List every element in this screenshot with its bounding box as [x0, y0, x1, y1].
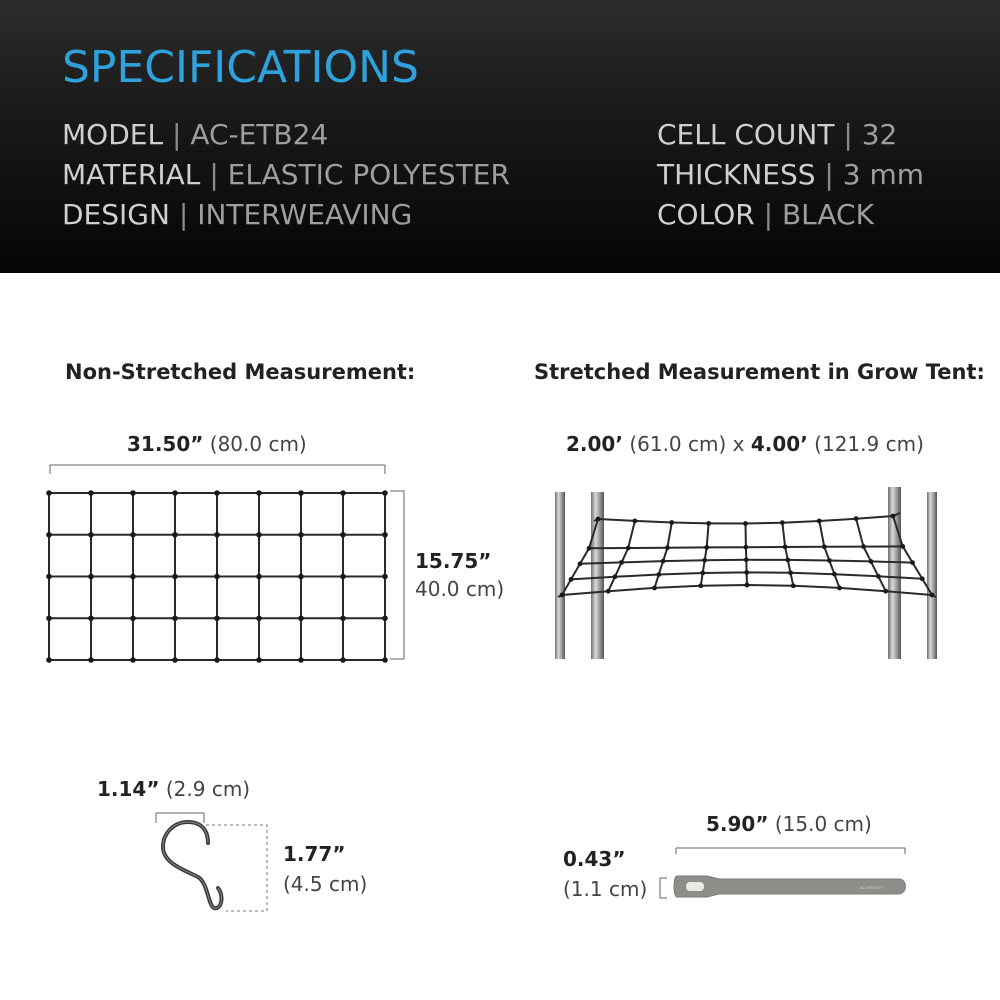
spec-cell-count	[657, 115, 897, 155]
stretched-net-column	[782, 523, 793, 586]
stretched-net-knot	[891, 514, 896, 519]
strap-width-bracket	[660, 878, 667, 898]
net-knot	[130, 615, 136, 621]
tent-width-cm: (61.0 cm)	[629, 432, 727, 456]
net-knot	[298, 657, 304, 663]
stretched-net-knot	[780, 520, 785, 525]
velcro-strap-illustration	[655, 840, 925, 910]
stretched-net-knot	[832, 572, 837, 577]
stretched-net-knot	[613, 574, 618, 579]
strap-width-label	[563, 847, 647, 901]
net-knot	[340, 574, 346, 580]
net-knot	[130, 490, 136, 496]
net-knot	[256, 574, 262, 580]
spec-thickness	[657, 155, 924, 195]
strap-length-inches: 5.90”	[706, 812, 769, 836]
stretched-net-knot	[702, 558, 707, 563]
net-knot	[130, 532, 136, 538]
stretched-net-knot	[632, 519, 637, 524]
net-height-cm: 40.0 cm)	[415, 577, 505, 601]
stretched-heading: Stretched Measurement in Grow Tent:	[534, 360, 985, 384]
tent-length-feet: 4.00’	[750, 432, 808, 456]
tent-length-cm: (121.9 cm)	[814, 432, 924, 456]
strap-length-bracket	[676, 848, 905, 854]
spec-key: THICKNESS	[657, 158, 816, 191]
stretched-net-knot	[704, 545, 709, 550]
hook-height-cm: (4.5 cm)	[283, 872, 368, 896]
net-knot	[88, 574, 94, 580]
stretched-net-knot	[745, 583, 750, 588]
net-knot	[172, 490, 178, 496]
net-knot	[256, 657, 262, 663]
strap-length-cm: (15.0 cm)	[774, 812, 872, 836]
net-knot	[298, 574, 304, 580]
net-height-label	[415, 549, 504, 601]
net-knot	[172, 574, 178, 580]
net-knot	[340, 615, 346, 621]
spec-separator: |	[843, 118, 853, 151]
hook-width-inches: 1.14”	[97, 777, 160, 801]
net-knot	[382, 490, 388, 496]
hook-height-label	[283, 842, 367, 896]
net-height-inches: 15.75”	[415, 549, 492, 573]
net-knot	[382, 532, 388, 538]
net-knot	[340, 532, 346, 538]
spec-color	[657, 195, 874, 235]
stretched-net-column	[746, 524, 748, 586]
spec-value: ELASTIC POLYESTER	[227, 158, 510, 191]
spec-header	[0, 0, 1000, 273]
stretched-net-knot	[827, 558, 832, 563]
stretched-net-in-tent-illustration	[550, 485, 950, 665]
stretched-net-column	[655, 523, 672, 588]
net-knot	[46, 615, 52, 621]
net-knot	[130, 657, 136, 663]
net-knot	[172, 532, 178, 538]
stretched-net-knot	[883, 589, 888, 594]
stretched-net-knot	[698, 583, 703, 588]
stretched-net-knot	[665, 545, 670, 550]
net-knot	[88, 615, 94, 621]
net-knot	[172, 657, 178, 663]
spec-separator: |	[178, 198, 189, 231]
spec-value: 32	[861, 118, 898, 151]
spec-material	[62, 155, 510, 195]
net-knot	[340, 490, 346, 496]
net-width-label	[127, 432, 307, 456]
net-knot	[214, 615, 220, 621]
stretched-net-knot	[656, 572, 661, 577]
stretched-net-knot	[744, 570, 749, 575]
stretched-net-knot	[700, 571, 705, 576]
stretched-net-knot	[626, 546, 631, 551]
height-bracket	[390, 491, 404, 659]
net-grid	[46, 490, 388, 663]
stretched-net-knot	[791, 583, 796, 588]
stretched-net-knot	[822, 544, 827, 549]
net-knot	[46, 657, 52, 663]
spec-key: COLOR	[657, 198, 755, 231]
stretched-net-knot	[743, 521, 748, 526]
strap-slot	[686, 882, 704, 891]
stretched-net-column	[701, 523, 709, 585]
spec-key: MODEL	[62, 118, 164, 151]
stretched-net-column	[856, 519, 886, 592]
net-knot	[298, 490, 304, 496]
spec-separator: |	[209, 158, 219, 191]
strap-length-label	[706, 812, 872, 836]
net-knot	[172, 615, 178, 621]
tent-size-label	[566, 432, 924, 456]
net-knot	[214, 490, 220, 496]
net-width-inches: 31.50”	[127, 432, 204, 456]
stretched-net-knot	[669, 520, 674, 525]
stretched-net-knot	[783, 545, 788, 550]
stretched-net-knot	[910, 560, 915, 565]
stretched-net-knot	[596, 517, 601, 522]
net-knot	[256, 490, 262, 496]
spec-key: CELL COUNT	[657, 118, 835, 151]
tent-width-feet: 2.00’	[566, 432, 623, 456]
spec-separator: |	[824, 158, 834, 191]
spec-separator: |	[763, 198, 774, 231]
spec-model	[62, 115, 328, 155]
stretched-net-knot	[869, 559, 874, 564]
stretched-net-knot	[785, 557, 790, 562]
stretched-net-knot	[854, 516, 859, 521]
spec-value: AC-ETB24	[190, 118, 329, 151]
stretched-net-knot	[606, 589, 611, 594]
stretched-net-knot	[661, 559, 666, 564]
spec-design	[62, 195, 412, 235]
net-knot	[214, 532, 220, 538]
net-knot	[256, 532, 262, 538]
stretched-net-knot	[817, 519, 822, 524]
stretched-net	[558, 513, 936, 597]
spec-value: 3 mm	[842, 158, 925, 191]
spec-value: INTERWEAVING	[197, 198, 413, 231]
net-knot	[46, 574, 52, 580]
stretched-net-knot	[743, 545, 748, 550]
non-stretched-heading: Non-Stretched Measurement:	[65, 360, 416, 384]
stretched-net-knot	[619, 560, 624, 565]
tent-pole-left-back	[555, 492, 565, 659]
net-knot	[256, 615, 262, 621]
width-bracket	[50, 465, 385, 474]
net-knot	[382, 574, 388, 580]
stretched-net-knot	[920, 576, 925, 581]
stretched-net-knot	[578, 561, 583, 566]
stretched-net-knot	[876, 574, 881, 579]
s-hook-illustration	[150, 805, 280, 915]
stretched-net-knot	[788, 570, 793, 575]
stretched-net-column	[819, 521, 839, 588]
net-width-cm: (80.0 cm)	[209, 432, 307, 456]
hook-height-bracket	[206, 825, 267, 911]
stretched-net-column	[608, 521, 635, 591]
net-knot	[88, 657, 94, 663]
s-hook	[163, 822, 221, 908]
page-title: SPECIFICATIONS	[62, 42, 419, 93]
net-knot	[298, 532, 304, 538]
net-knot	[214, 657, 220, 663]
hook-width-label	[97, 777, 250, 801]
net-grid-diagram	[45, 460, 445, 660]
spec-separator: |	[171, 118, 182, 151]
tent-pole-right-back	[927, 492, 937, 659]
net-knot	[340, 657, 346, 663]
stretched-net-knot	[900, 544, 905, 549]
stretched-net-knot	[560, 593, 565, 598]
spec-key: MATERIAL	[62, 158, 201, 191]
stretched-net-knot	[569, 577, 574, 582]
stretched-net-knot	[587, 546, 592, 551]
net-knot	[382, 657, 388, 663]
strap-logo: AC INFINITY	[859, 885, 883, 890]
net-knot	[382, 615, 388, 621]
spec-value: BLACK	[781, 198, 874, 231]
net-knot	[214, 574, 220, 580]
times-sign: x	[732, 432, 745, 456]
stretched-net-knot	[930, 593, 935, 598]
net-knot	[298, 615, 304, 621]
stretched-net-knot	[837, 586, 842, 591]
stretched-net-knot	[652, 586, 657, 591]
hook-height-inches: 1.77”	[283, 842, 346, 866]
spec-key: DESIGN	[62, 198, 170, 231]
net-knot	[130, 574, 136, 580]
strap-width-inches: 0.43”	[563, 847, 626, 871]
hook-width-cm: (2.9 cm)	[165, 777, 251, 801]
net-knot	[46, 490, 52, 496]
net-knot	[46, 532, 52, 538]
net-knot	[88, 532, 94, 538]
stretched-net-knot	[706, 521, 711, 526]
net-knot	[88, 490, 94, 496]
stretched-net-knot	[861, 544, 866, 549]
strap-width-cm: (1.1 cm)	[563, 877, 648, 901]
stretched-net-knot	[744, 557, 749, 562]
